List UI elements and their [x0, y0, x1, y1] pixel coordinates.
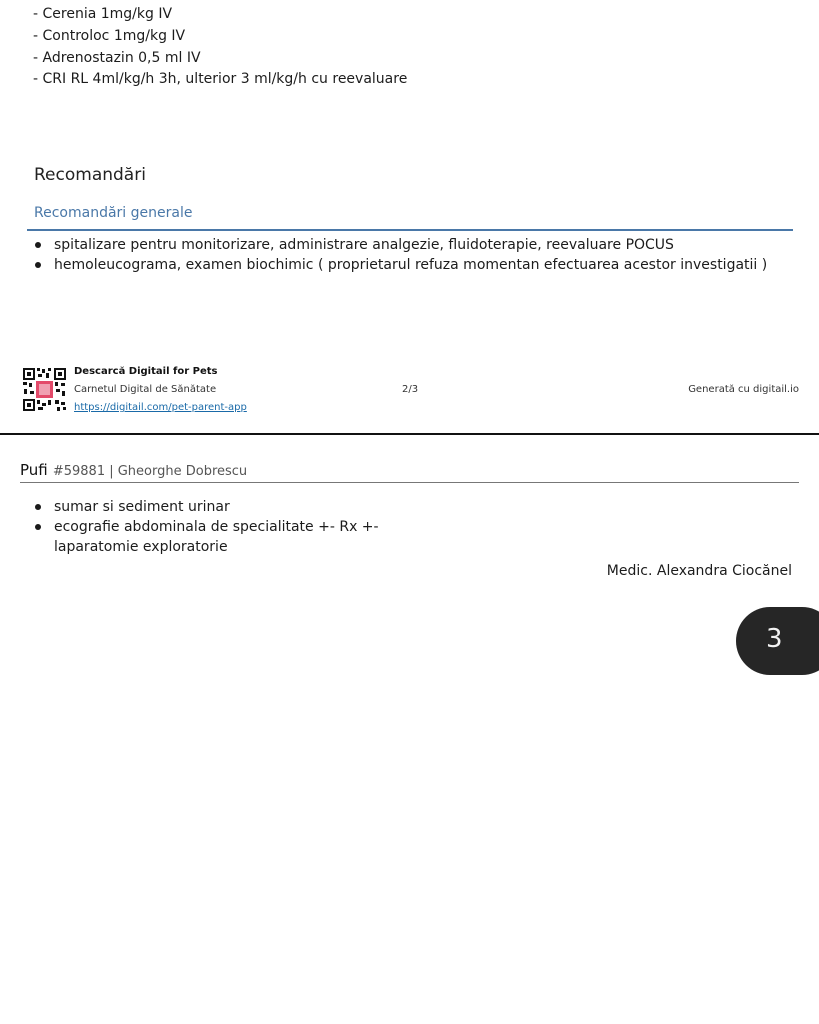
treatment-line: - Cerenia 1mg/kg IV — [33, 6, 173, 22]
general-recommendations-heading: Recomandări generale — [34, 205, 193, 221]
list-item — [34, 235, 799, 255]
treatment-line: - CRI RL 4ml/kg/h 3h, ulterior 3 ml/kg/h cu reevaluare — [33, 71, 408, 87]
bullet-icon — [35, 524, 41, 530]
treatment-line: - Adrenostazin 0,5 ml IV — [33, 50, 201, 66]
list-item-text: spitalizare pentru monitorizare, administrare analgezie, fluidoterapie, reevaluare POCUS — [54, 237, 674, 253]
generated-by: Generată cu digitail.io — [688, 384, 799, 395]
patient-name: Pufi — [20, 461, 48, 479]
list-item — [34, 517, 379, 557]
bullet-icon — [35, 504, 41, 510]
doctor-signature: Medic. Alexandra Ciocănel — [606, 563, 792, 579]
subsection-divider — [27, 229, 793, 231]
qr-code-icon[interactable] — [22, 367, 67, 412]
list-item-text: hemoleucograma, examen biochimic ( proprietarul refuza momentan efectuarea acestor investigatii ) — [54, 257, 768, 273]
list-item — [34, 497, 379, 517]
page-divider — [0, 433, 819, 435]
bullet-icon — [35, 262, 41, 268]
app-download-link[interactable]: https://digitail.com/pet-parent-app — [74, 402, 247, 413]
patient-header — [20, 460, 247, 479]
footer-subtitle: Carnetul Digital de Sănătate — [74, 384, 217, 395]
recommendations-list-page3 — [34, 497, 379, 557]
page-badge-number: 3 — [766, 624, 783, 654]
bullet-icon — [35, 242, 41, 248]
header-divider — [20, 482, 799, 483]
list-item-text: ecografie abdominala de specialitate +- Rx +- laparatomie exploratorie — [54, 519, 379, 555]
footer-app-title: Descarcă Digitail for Pets — [74, 366, 218, 377]
page-number: 2/3 — [402, 384, 419, 395]
treatment-line: - Controloc 1mg/kg IV — [33, 28, 186, 44]
recommendations-heading: Recomandări — [34, 165, 146, 185]
list-item-text: sumar si sediment urinar — [54, 499, 230, 515]
recommendations-list-page2 — [34, 235, 799, 275]
patient-meta: #59881 | Gheorghe Dobrescu — [52, 464, 248, 479]
list-item — [34, 255, 799, 275]
